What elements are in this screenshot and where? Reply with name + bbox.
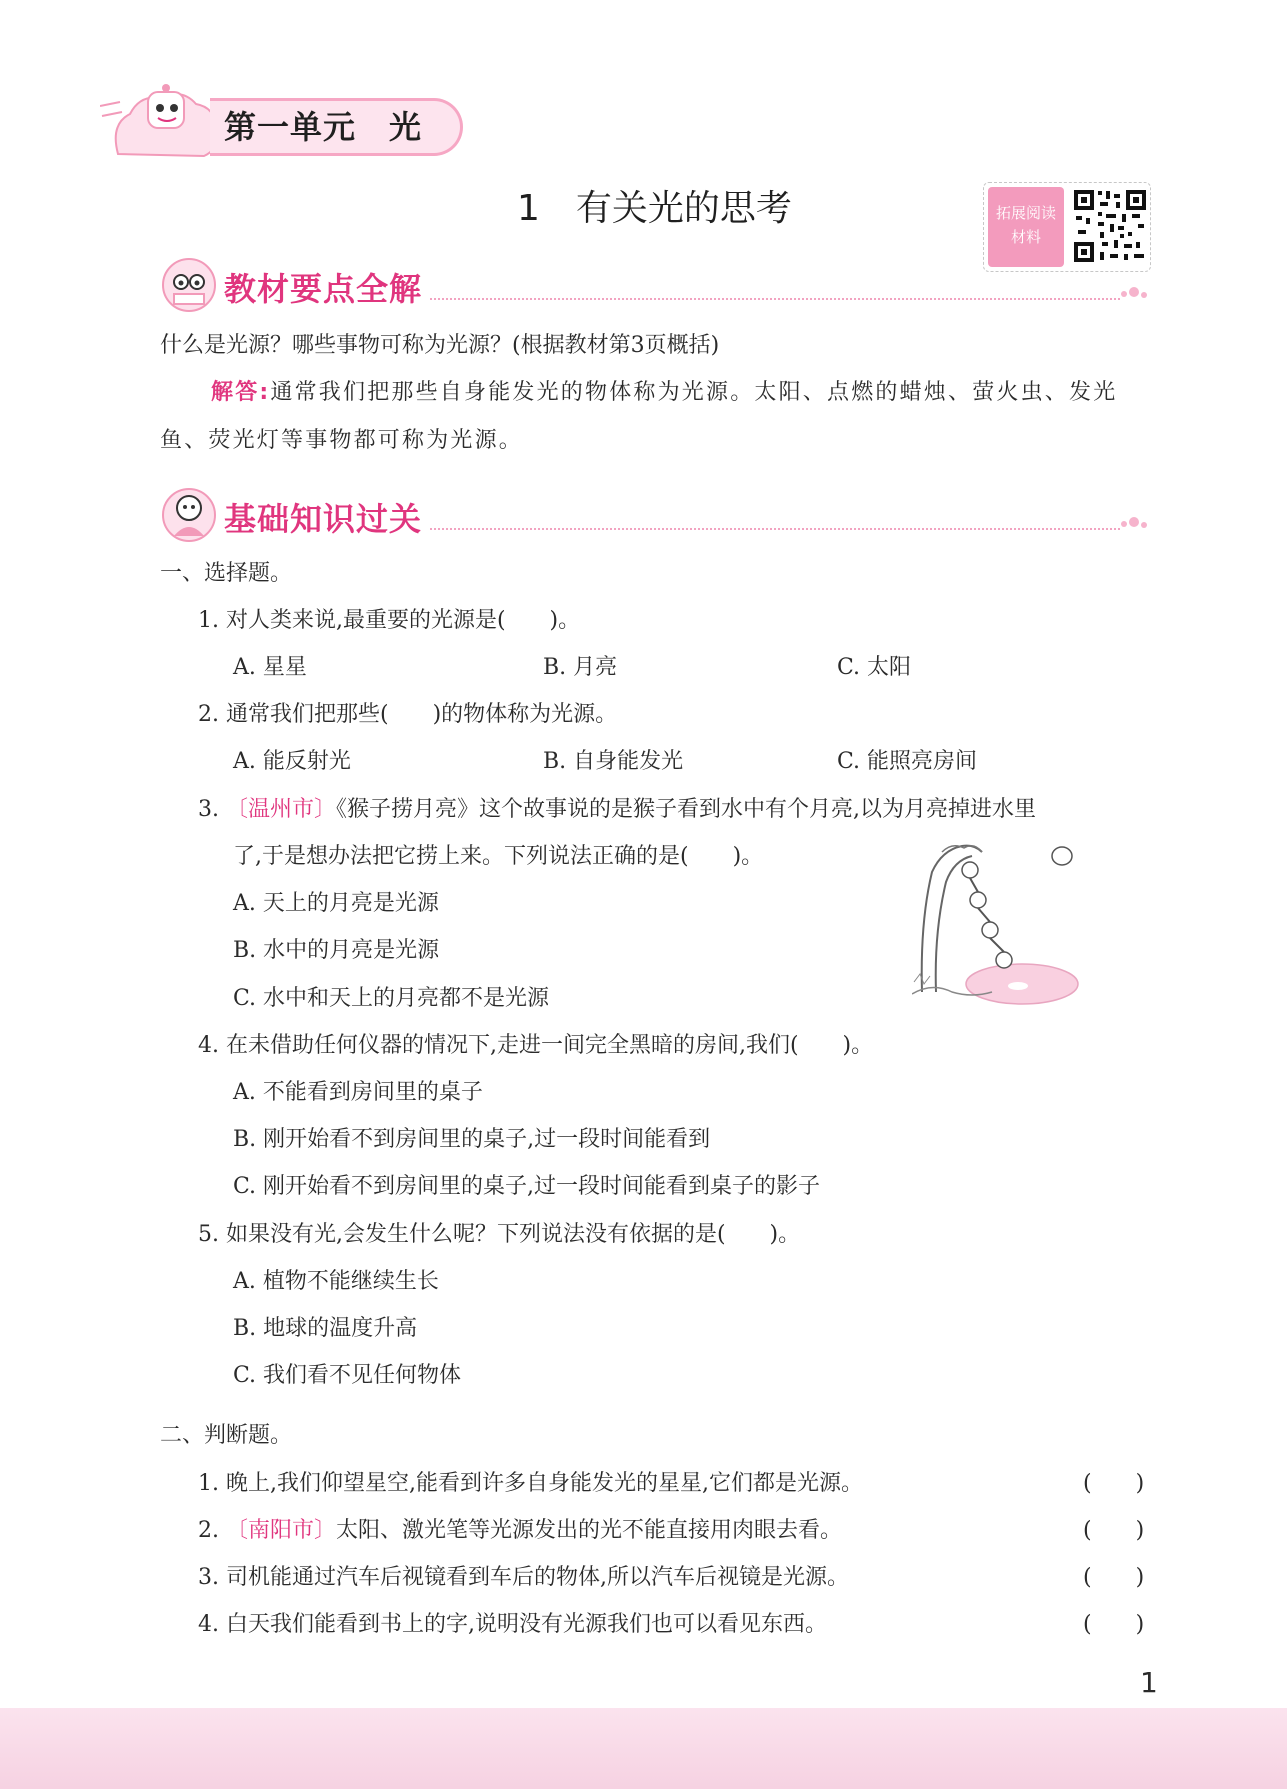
q1-option-b[interactable]: B. 月亮 — [543, 655, 618, 680]
q5-option-c[interactable]: C. 我们看不见任何物体 — [233, 1363, 462, 1388]
qr-label — [988, 187, 1064, 267]
tf-item-4 — [198, 1612, 827, 1638]
qr-label-line1: 拓展阅读 — [995, 204, 1056, 222]
tf-number: 2. — [198, 1518, 219, 1543]
qr-code-icon — [1072, 188, 1148, 264]
lesson-title: 1 有关光的思考 — [517, 188, 792, 229]
q5-option-b[interactable]: B. 地球的温度升高 — [233, 1316, 418, 1341]
section1-answer-line1 — [211, 380, 1117, 406]
q2-option-a[interactable]: A. 能反射光 — [233, 749, 351, 774]
mascot-student-icon — [160, 486, 218, 544]
q2-stem: 2. 通常我们把那些( )的物体称为光源。 — [198, 702, 618, 727]
mascot-reader-icon — [160, 256, 218, 314]
q1-option-a[interactable]: A. 星星 — [233, 655, 307, 680]
tf-text: 司机能通过汽车后视镜看到车后的物体,所以汽车后视镜是光源。 — [226, 1565, 849, 1590]
q4-stem: 4. 在未借助任何仪器的情况下,走进一间完全黑暗的房间,我们( )。 — [198, 1033, 874, 1058]
answer-label: 解答: — [211, 380, 271, 405]
section1-question: 什么是光源？哪些事物可称为光源？(根据教材第3页概括) — [160, 333, 720, 358]
q4-option-c[interactable]: C. 刚开始看不到房间里的桌子,过一段时间能看到桌子的影子 — [233, 1174, 821, 1199]
section-header-textbook-points — [160, 256, 1150, 314]
tf-item-2 — [198, 1518, 842, 1544]
tf-text: 白天我们能看到书上的字,说明没有光源我们也可以看见东西。 — [226, 1612, 827, 1637]
q2-option-b[interactable]: B. 自身能发光 — [543, 749, 684, 774]
bottom-decorative-band — [0, 1708, 1287, 1789]
tf-region-tag: 〔南阳市〕 — [226, 1518, 337, 1543]
q4-option-b[interactable]: B. 刚开始看不到房间里的桌子,过一段时间能看到 — [233, 1127, 711, 1152]
q3-stem-line1 — [198, 797, 1036, 823]
decorative-dots-icon — [1120, 516, 1150, 532]
tf-answer-blank-4[interactable]: ( ) — [1083, 1612, 1145, 1637]
part1-heading: 一、选择题。 — [160, 561, 293, 586]
answer-text-1: 通常我们把那些自身能发光的物体称为光源。太阳、点燃的蜡烛、萤火虫、发光 — [270, 380, 1118, 405]
tf-text: 晚上,我们仰望星空,能看到许多自身能发光的星星,它们都是光源。 — [226, 1471, 863, 1496]
q1-option-c[interactable]: C. 太阳 — [837, 655, 912, 680]
q2-option-c[interactable]: C. 能照亮房间 — [837, 749, 978, 774]
tf-answer-blank-1[interactable]: ( ) — [1083, 1471, 1145, 1496]
q1-stem: 1. 对人类来说,最重要的光源是( )。 — [198, 608, 581, 633]
q5-option-a[interactable]: A. 植物不能继续生长 — [233, 1269, 439, 1294]
q3-line1: 《猴子捞月亮》这个故事说的是猴子看到水中有个月亮,以为月亮掉进水里 — [336, 797, 1037, 822]
q3-stem-line2: 了,于是想办法把它捞上来。下列说法正确的是( )。 — [233, 844, 764, 869]
tf-answer-blank-2[interactable]: ( ) — [1083, 1518, 1145, 1543]
tf-number: 4. — [198, 1612, 219, 1637]
tf-text: 太阳、激光笔等光源发出的光不能直接用肉眼去看。 — [336, 1518, 843, 1543]
unit-banner — [100, 84, 468, 160]
tf-number: 3. — [198, 1565, 219, 1590]
tf-answer-blank-3[interactable]: ( ) — [1083, 1565, 1145, 1590]
q3-option-b[interactable]: B. 水中的月亮是光源 — [233, 938, 440, 963]
q3-option-a[interactable]: A. 天上的月亮是光源 — [233, 891, 439, 916]
monkeys-fishing-moon-illustration — [912, 842, 1080, 1012]
q3-option-c[interactable]: C. 水中和天上的月亮都不是光源 — [233, 986, 550, 1011]
q3-number: 3. — [198, 797, 219, 822]
section-title: 基础知识过关 — [224, 500, 423, 538]
decorative-dots-icon — [1120, 286, 1150, 302]
q4-option-a[interactable]: A. 不能看到房间里的桌子 — [233, 1080, 483, 1105]
unit-title: 第一单元 光 — [224, 108, 423, 146]
section1-answer-line2: 鱼、荧光灯等事物都可称为光源。 — [160, 428, 524, 453]
section-title: 教材要点全解 — [224, 270, 423, 308]
part2-heading: 二、判断题。 — [160, 1423, 293, 1448]
page-number: 1 — [1140, 1666, 1158, 1699]
q5-stem: 5. 如果没有光,会发生什么呢？下列说法没有依据的是( )。 — [198, 1222, 801, 1247]
tf-item-1 — [198, 1471, 863, 1497]
moon-icon — [1050, 845, 1074, 867]
q3-region-tag: 〔温州市〕 — [226, 797, 337, 822]
tf-number: 1. — [198, 1471, 219, 1496]
section-header-basic-knowledge — [160, 486, 1150, 544]
qr-label-line2: 材料 — [1010, 228, 1041, 246]
tf-item-3 — [198, 1565, 849, 1591]
